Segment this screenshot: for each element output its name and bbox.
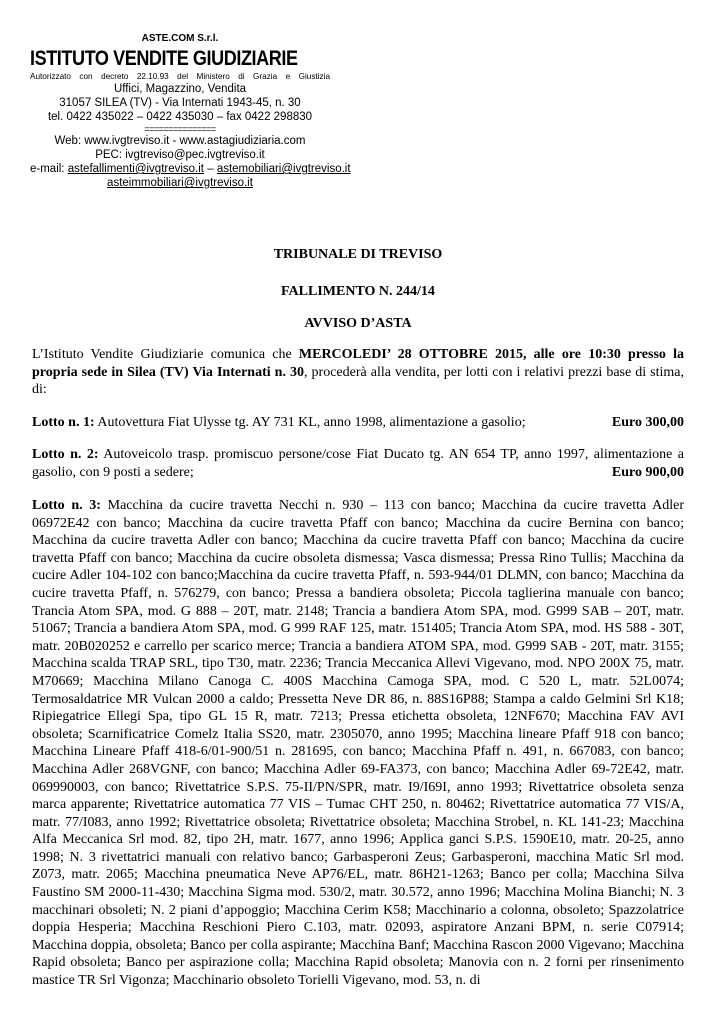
- lot-2-price: Euro 900,00: [611, 464, 684, 480]
- lot-2-text: Autoveicolo trasp. promiscuo persone/cose Fiat Ducato tg. AN 654 TP, anno 1997, alimentazione a gasolio, con 9 posti a sedere;: [32, 447, 684, 480]
- email-link-immobiliari[interactable]: asteimmobiliari@ivgtreviso.it: [107, 177, 253, 190]
- offices-line: Uffici, Magazzino, Vendita: [113, 83, 247, 95]
- intro-paragraph: [32, 346, 684, 399]
- web-line: Web: www.ivgtreviso.it - www.astagiudiziaria.com: [54, 134, 306, 147]
- email-link-fallimenti[interactable]: astefallimenti@ivgtreviso.it: [67, 163, 205, 176]
- intro-date-place: MERCOLEDI’ 28 OTTOBRE 2015, alle ore 10:30 presso la propria sede in Silea (TV) Via Internati n. 30: [32, 347, 684, 380]
- lot-1: [32, 414, 684, 432]
- court-title: TRIBUNALE DI TREVISO: [273, 247, 443, 262]
- lot-1-text: Autovettura Fiat Ulysse tg. AY 731 KL, anno 1998, alimentazione a gasolio;: [94, 415, 526, 430]
- separator-line: ===============: [144, 123, 216, 134]
- case-title: FALLIMENTO N. 244/14: [281, 284, 435, 299]
- lot-2-label: Lotto n. 2:: [32, 447, 99, 462]
- email-line-2: [30, 176, 330, 190]
- lot-1-price: Euro 300,00: [611, 415, 684, 430]
- letterhead: [30, 32, 351, 190]
- company-name: ASTE.COM S.r.l.: [141, 33, 219, 44]
- lot-2: [32, 446, 684, 481]
- intro-text-a: L’Istituto Vendite Giudiziarie comunica che: [32, 347, 299, 362]
- email-line: [30, 162, 351, 176]
- institute-name: ISTITUTO VENDITE GIUDIZIARIE: [30, 47, 298, 70]
- email-label: e-mail:: [30, 163, 68, 176]
- lot-1-label: Lotto n. 1:: [32, 415, 95, 430]
- lot-3: [32, 497, 684, 990]
- phones-line: tel. 0422 435022 – 0422 435030 – fax 0422 298830: [47, 111, 313, 124]
- lot-3-label: Lotto n. 3:: [32, 498, 101, 513]
- pec-line: PEC: ivgtreviso@pec.ivgtreviso.it: [95, 148, 265, 161]
- address-line: 31057 SILEA (TV) - Via Internati 1943-45, n. 30: [59, 97, 301, 110]
- authorization-line: Autorizzato con decreto 22.10.93 del Ministero di Grazia e Giustizia: [30, 72, 330, 81]
- intro-text-b: , procederà alla vendita, per lotti con i relativi prezzi base di stima, di:: [32, 364, 685, 398]
- email-link-mobiliari[interactable]: astemobiliari@ivgtreviso.it: [216, 163, 351, 176]
- email-separator: –: [204, 163, 217, 176]
- notice-title: AVVISO D’ASTA: [304, 316, 412, 331]
- lot-3-text: Macchina da cucire travetta Necchi n. 930 – 113 con banco; Macchina da cucire travetta Adler 06972E42 con banco; Macchina da cucire travetta Pfaff con banco; Macchina da cucire Bernina con banco; Macchina da cucire travetta Adler con banco; Macchina da cucire travetta Pfaff con banco; Macchina da cucire travetta Pfaff con banco; Macchina da cucire obsoleta dismessa; Vasca dismessa; Pressa Rino Tullis; Macchina da cucire Adler 104-102 con banco;Macchina da cucire travetta Pfaff, n. 593-944/01 DLMN, con banco; Macchina da cucire travetta Pfaff, n. 576279, con banco; Pressa a bandiera obsoleta; Piccola taglierina manuale con banco; Trancia Atom SPA, mod. G 888 – 20T, matr. 2148; Trancia a bandiera Atom SPA, mod. G999 SAB – 20T, matr. 51067; Trancia a bandiera Atom SPA, mod. G 999 RAF 125, matr. 151405; Trancia Atom SPA, mod. HS 588 - 30T, matr. 20B020252 e carrello per scarico merce; Trancia a bandiera ATOM SPA, mod. G999 SAB - 20T, matr. 3155; Macchina scalda TRAP SRL, tipo T30, matr. 2236; Trancia Meccanica Allevi Vigevano, mod. NPO 200X 75, matr. M70669; Macchina Milano Canoga C. 400S Macchina Camoga SPA, mod. C 520 L, matr. 52L0074; Termosaldatrice MR Vulcan 2000 a caldo; Pressetta Neve DR 86, n. 88S16P88; Stampa a caldo Gelmini Srl K18; Ripiegatrice Ellegi Spa, tipo GL 15 R, matr. 7213; Pressa etichetta obsoleta, 12NF670; Macchina FAV AVI obsoleta; Scarnificatrice Comelz Italia SS20, matr. 2305070, anno 1995; Macchina lineare Pfaff 918 con banco; Macchina Lineare Pfaff 418-6/01-900/51 n. 281695, con banco; Macchina Pfaff n. 491, n. 667083, con banco; Macchina Adler 268VGNF, con banco; Macchina Adler 69-FA373, con banco; Macchina Adler 69-72E42, matr. 069990003, con banco; Rivettatrice S.P.S. 75-II/PN/SPR, matr. I9/I69I, anno 1993; Rivettatrice obsoleta senza marca apparente; Rivettatrice automatica 77 VIS – Tumac CHT 250, n. 80462; Rivettatrice automatica 77 VIS/A, matr. 77/I083, anno 1992; Rivettatrice obsoleta; Rivettatrice obsoleta; Macchina Strobel, n. KL 141-23; Macchina Alfa Meccanica Srl mod. 82, tipo 2H, matr. 1677, anno 1996; Applica ganci S.P.S. 1590E10, matr. 20-25, anno 1998; N. 3 rivettatrici manuali con relativo banco; Garbasperoni Zeus; Garbasperoni, macchina Matic Srl mod. Z073, matr. 2065; Macchina pneumatica Neve AP76/EL, matr. 86H21-1263; Banco per colla; Macchina Silva Faustino SM 2000-11-430; Macchina Sigma mod. 530/2, matr. 30.572, anno 1996; Macchina Molina Bianchi; N. 3 macchinari obsoleti; N. 2 piani d’appoggio; Macchina Cerim K58; Macchinario a colonna, obsoleto; Spazzolatrice doppia Hesperia; Macchina Reschioni Piero C.103, matr. 02093, aspiratore Anzani BPM, n. serie C07914; Macchina doppia, obsoleta; Banco per colla aspirante; Macchina Banf; Macchina Rascon 2000 Vigevano; Macchina Rapid obsoleta; Banco per aspirazione colla; Macchina Rapid obsoleta; Manovia con n. 2 forni per rinsenimento mastice TR Srl Vigonza; Macchinario obsoleto Torielli Vigevano, mod. 53, n. di: [32, 498, 684, 989]
